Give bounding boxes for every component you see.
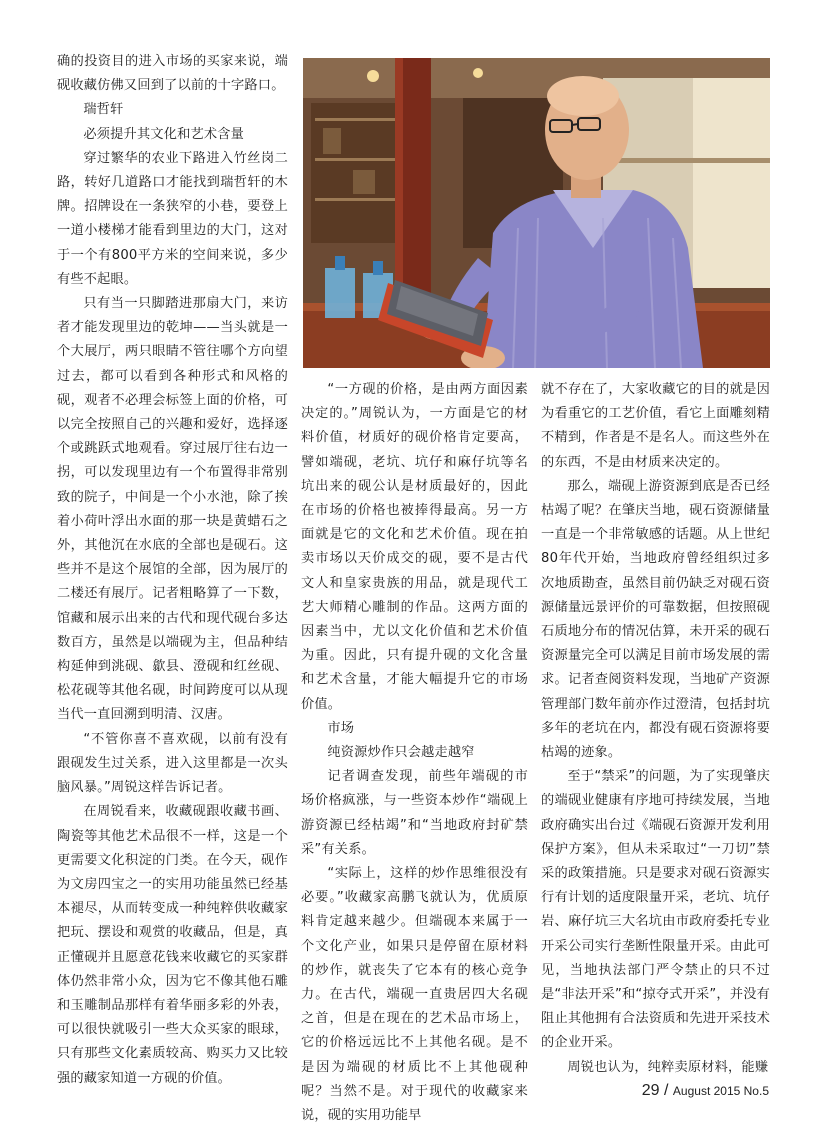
paragraph: 只有当一只脚踏进那扇大门，来访者才能发现里边的乾坤——当头就是一个大展厅，两只眼睛不管往哪个方向望过去，都可以看到各种形式和风格的砚，观者不必理会标签上面的价格，可以完全按照自己的兴趣和爱好，选择逐个或跳跃式地观看。穿过展厅往右边一拐，可以发现里边有一个布置得非常别致的院子，中间是一个小水池，除了挨着小荷叶浮出水面的那一块是黄蜡石之外，其他沉在水底的全部也是砚石。这些并不是这个展馆的全部，因为展厅的二楼还有展厅。记者粗略算了一下数，馆藏和展示出来的古代和现代砚台多达数百方，虽然是以端砚为主，但品种结构延伸到洮砚、歙县、澄砚和红丝砚、松花砚等其他名砚，时间跨度可以从现当代一直回溯到明清、汉唐。 [57, 296, 288, 723]
text-column-right [541, 378, 770, 1080]
footer-separator: / [664, 1082, 669, 1099]
paragraph: 穿过繁华的农业下路进入竹丝岗二路，转好几道路口才能找到瑞哲轩的木牌。招牌设在一条狭窄的小巷，要登上一道小楼梯才能看到里边的大门，这对于一个有800平方米的空间来说，多少有些不起眼。 [57, 150, 288, 287]
paragraph: “实际上，这样的炒作思维很没有必要。”收藏家高鹏飞就认为，优质原料肯定越来越少。但端砚本来属于一个文化产业，如果只是停留在原材料的炒作，就丧失了它本有的核心竞争力。在古代，端砚一直贵居四大名砚之首，但是在现在的艺术品市场上，它的价格远远比不上其他名砚。是不是因为端砚的材质比不上其他砚种呢？当然不是。对于现代的收藏家来说，砚的实用功能早 [301, 866, 528, 1124]
section-heading: 瑞哲轩 [83, 102, 124, 118]
paragraph: 周锐也认为，纯粹卖原材料，能赚 [567, 1059, 769, 1075]
paragraph: 确的投资目的进入市场的买家来说，端砚收藏仿佛又回到了以前的十字路口。 [57, 54, 288, 94]
paragraph: “一方砚的价格，是由两方面因素决定的。”周锐认为，一方面是它的材料价值，材质好的砚价格肯定要高，譬如端砚，老坑、坑仔和麻仔坑等名坑出来的砚公认是材质最好的，因此在市场的价格也被捧得最高。另一方面就是它的文化和艺术价值。现在拍卖市场以天价成交的砚，要不是古代文人和皇家贵族的用品，就是现代工艺大师精心雕制的作品。这两方面的因素当中，尤以文化价值和艺术价值为重。因此，只有提升砚的文化含量和艺术含量，才能大幅提升它的市场价值。 [301, 382, 528, 712]
page-footer [642, 1082, 769, 1100]
paragraph: 记者调查发现，前些年端砚的市场价格疯涨，与一些资本炒作“端砚上游资源已经枯竭”和“当地政府封矿禁采”有关系。 [301, 769, 528, 857]
section-heading: 市场 [327, 720, 355, 736]
paragraph: “不管你喜不喜欢砚，以前有没有跟砚发生过关系，进入这里都是一次头脑风暴。”周锐这样告诉记者。 [57, 731, 288, 796]
paragraph: 在周锐看来，收藏砚跟收藏书画、陶瓷等其他艺术品很不一样，这是一个更需要文化积淀的门类。在今天，砚作为文房四宝之一的实用功能虽然已经基本褪尽，从而转变成一种纯粹供收藏家把玩、摆设和观赏的收藏品，但是，真正懂砚并且愿意花钱来收藏它的买家群体仍然非常小众，因为它不像其他石雕和玉雕制品那样有着华丽多彩的外表，可以很快就吸引一些大众买家的眼球，只有那些文化素质较高、购买力又比较强的藏家知道一方砚的价值。 [57, 804, 288, 1086]
section-subheading: 纯资源炒作只会越走越窄 [327, 745, 475, 761]
article-photo [303, 58, 770, 368]
section-subheading: 必须提升其文化和艺术含量 [83, 126, 245, 142]
text-column-middle [301, 378, 528, 1128]
text-column-left [57, 50, 288, 1091]
paragraph: 那么，端砚上游资源到底是否已经枯竭了呢？在肇庆当地，砚石资源储量一直是一个非常敏感的话题。从上世纪80年代开始，当地政府曾经组织过多次地质勘查，虽然目前仍缺乏对砚石资源储量远景评价的可靠数据，但按照砚石质地分布的情况估算，未开采的砚石资源量完全可以满足目前市场发展的需求。记者查阅资料发现，当地矿产资源管理部门数年前亦作过澄清，包括封坑多年的老坑在内，都没有砚石资源将要枯竭的迹象。 [541, 478, 770, 761]
paragraph: 就不存在了，大家收藏它的目的就是因为看重它的工艺价值，看它上面雕刻精不精到，作者是不是名人。而这些外在的东西，不是由材质来决定的。 [541, 382, 770, 470]
issue-info: August 2015 No.5 [672, 1084, 769, 1098]
paragraph: 至于“禁采”的问题，为了实现肇庆的端砚业健康有序地可持续发展，当地政府确实出台过《端砚石资源开发利用保护方案》，但从未采取过“一刀切”禁采的政策措施。只是要求对砚石资源实行有计划的适度限量开采，老坑、坑仔岩、麻仔坑三大名坑由市政府委托专业开采公司实行垄断性限量开采。由此可见，当地执法部门严令禁止的只不过是“非法开采”和“掠夺式开采”，并没有阻止其他拥有合法资质和先进开采技术的企业开采。 [541, 769, 770, 1051]
page-number: 29 [641, 1082, 660, 1099]
